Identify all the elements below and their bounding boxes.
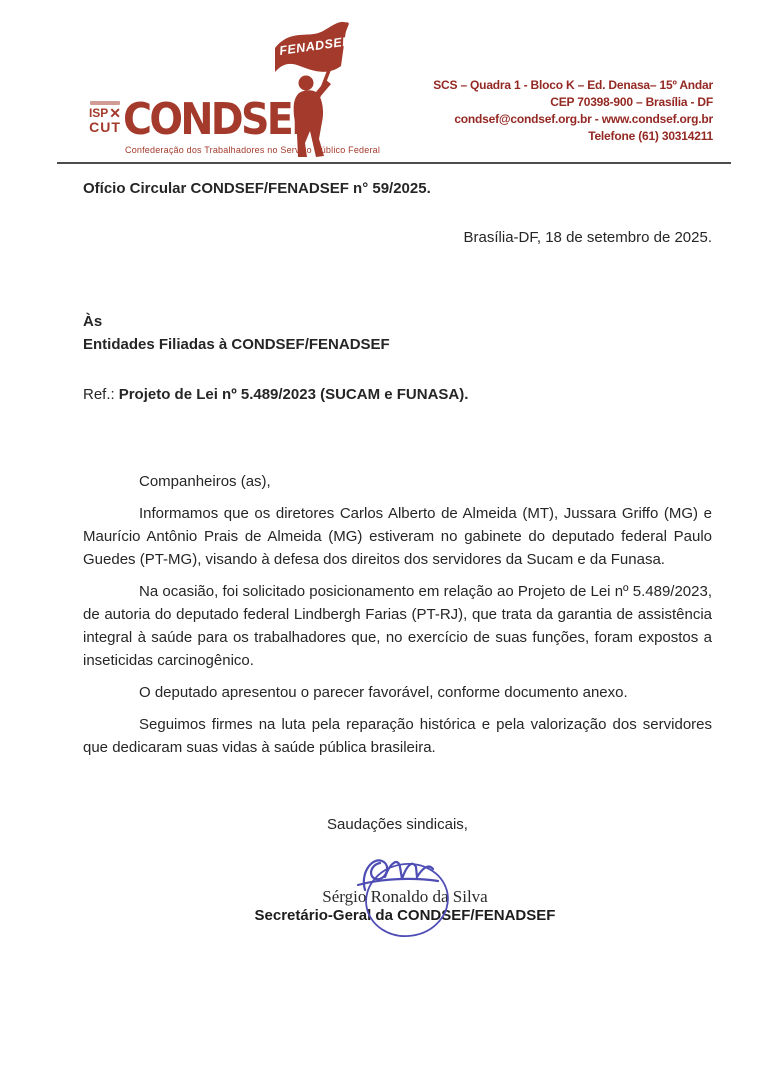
reference-label: Ref.: [83,386,115,403]
salutation: Companheiros (as), [139,473,271,490]
flag-text: FENADSEF [278,34,352,58]
signer-name: Sérgio Ronaldo da Silva [322,887,488,906]
body-paragraph: O deputado apresentou o parecer favorável, conforme documento anexo. [139,684,628,701]
date-line: Brasília-DF, 18 de setembro de 2025. [463,229,712,246]
document-number: Ofício Circular CONDSEF/FENADSEF n° 59/2025. [83,180,431,197]
contact-phone-line: Telefone (61) 30314211 [588,129,713,143]
logo-tagline: Confederação dos Trabalhadores no Serviço Público Federal [125,145,381,155]
cut-label: CUT [89,119,121,135]
reference-line [83,386,468,403]
logo-acronym: CONDSEF [123,94,316,145]
contact-address-line: SCS – Quadra 1 - Bloco K – Ed. Denasa– 15º Andar [433,78,713,92]
header-divider [57,162,731,164]
contact-email-site-line: condsef@condsef.org.br - www.condsef.org.br [454,112,713,126]
signer-title: Secretário-Geral da CONDSEF/FENADSEF [254,907,556,924]
condsef-logo [85,12,381,162]
closing-line: Saudações sindicais, [327,816,468,833]
isp-text: ISP [88,106,109,120]
addressee-salutation: Às [83,313,103,330]
letter-body [83,470,712,768]
contact-cep-line: CEP 70398-900 – Brasília - DF [550,95,713,109]
contact-block [433,77,713,145]
isp-cut-mark [85,101,125,135]
person-head-icon [299,76,314,91]
addressee-block [83,310,390,356]
addressee-name: Entidades Filiadas à CONDSEF/FENADSEF [83,336,390,353]
x-figure-icon: ✕ [109,105,122,121]
reference-subject: Projeto de Lei nº 5.489/2023 (SUCAM e FUNASA). [118,386,469,403]
body-paragraph: Seguimos firmes na luta pela reparação histórica e pela valorização dos servidores que dedicaram suas vidas à saúde pública brasileira. [83,716,712,756]
body-paragraph: Informamos que os diretores Carlos Alberto de Almeida (MT), Jussara Griffo (MG) e Maurício Antônio Prais de Almeida (MG) estiveram no gabinete do deputado federal Paulo Guedes (PT-MG), visando à defesa dos direitos dos servidores da Sucam e da Funasa. [83,505,712,568]
body-paragraph: Na ocasião, foi solicitado posicionamento em relação ao Projeto de Lei nº 5.489/2023, de autoria do deputado federal Lindbergh Farias (PT-RJ), que trata da garantia de assistência integral à saúde para os trabalhadores que, no exercício de suas funções, foram expostos a inseticidas carcinogênico. [83,583,712,669]
